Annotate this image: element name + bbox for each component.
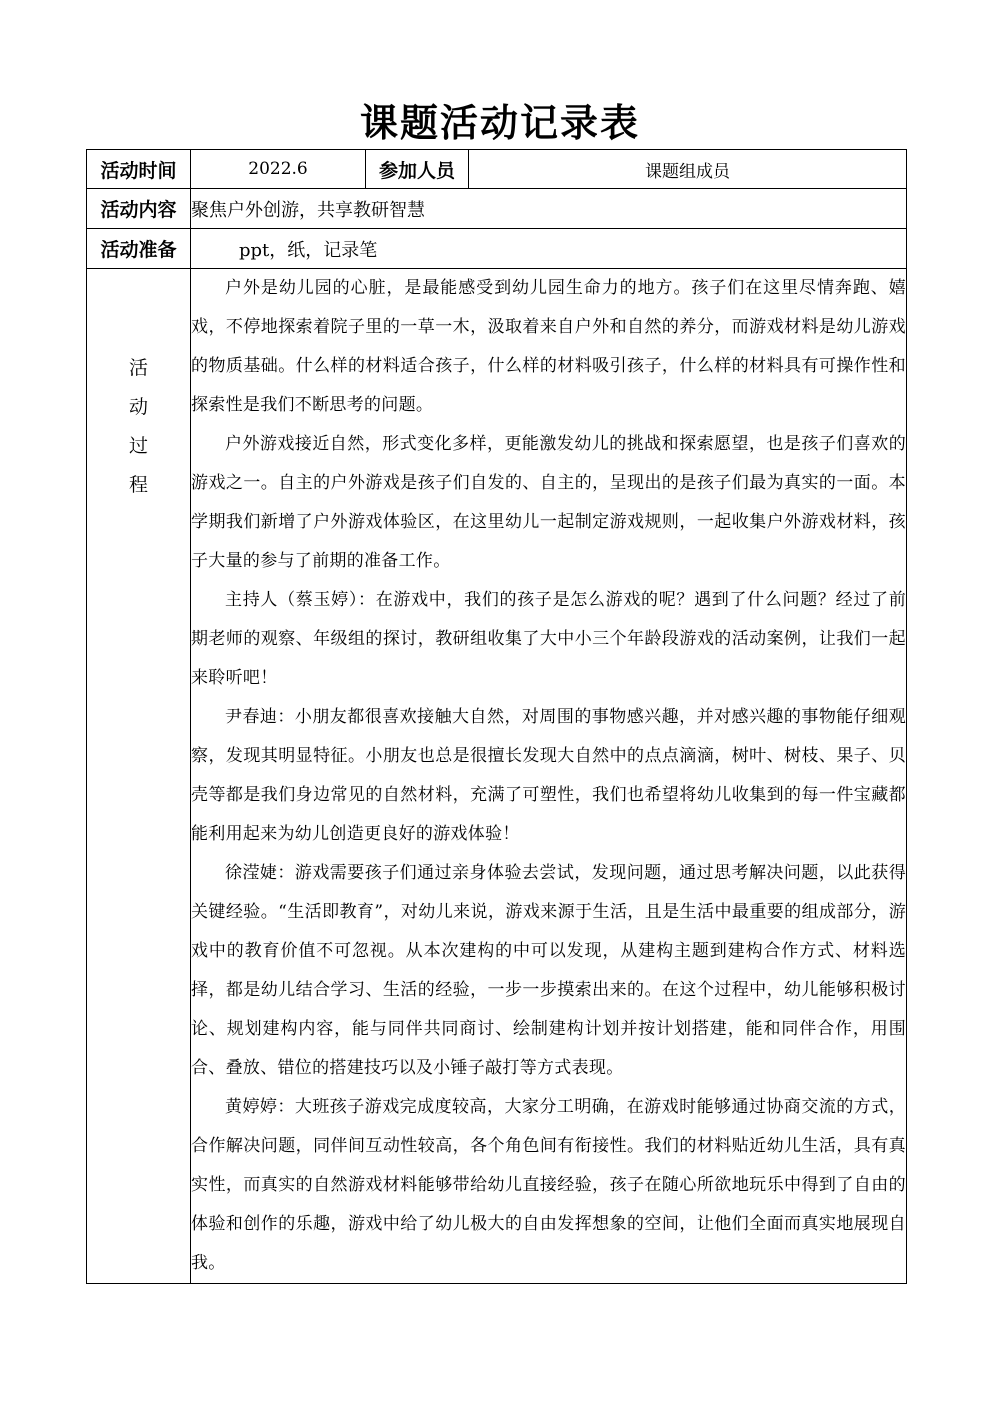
- paragraph: 徐滢婕：游戏需要孩子们通过亲身体验去尝试，发现问题，通过思考解决问题，以此获得关键经验。“生活即教育”，对幼儿来说，游戏来源于生活，且是生活中最重要的组成部分，游戏中的教育价值不可忽视。从本次建构的中可以发现，从建构主题到建构合作方式、材料选择，都是幼儿结合学习、生活的经验，一步一步摸索出来的。在这个过程中，幼儿能够积极讨论、规划建构内容，能与同伴共同商讨、绘制建构计划并按计划搭建，能和同伴合作，用围合、叠放、错位的搭建技巧以及小锤子敲打等方式表现。: [191, 863, 906, 1078]
- time-label: 活动时间: [87, 150, 191, 189]
- paragraph: 主持人（蔡玉婷）：在游戏中，我们的孩子是怎么游戏的呢？遇到了什么问题？经过了前期老师的观察、年级组的探讨，教研组收集了大中小三个年龄段游戏的活动案例，让我们一起来聆听吧！: [191, 590, 906, 688]
- participants-value: 课题组成员: [469, 150, 907, 189]
- prep-value: ppt，纸，记录笔: [191, 229, 907, 269]
- time-value: 2022.6: [191, 150, 366, 189]
- prep-row: [87, 229, 907, 269]
- time-row: [87, 150, 907, 189]
- process-label: [87, 269, 191, 1284]
- record-table: [86, 149, 907, 1284]
- paragraph: 户外游戏接近自然，形式变化多样，更能激发幼儿的挑战和探索愿望，也是孩子们喜欢的游戏之一。自主的户外游戏是孩子们自发的、自主的，呈现出的是孩子们最为真实的一面。本学期我们新增了户外游戏体验区，在这里幼儿一起制定游戏规则，一起收集户外游戏材料，孩子大量的参与了前期的准备工作。: [191, 434, 906, 571]
- paragraph: 黄婷婷：大班孩子游戏完成度较高，大家分工明确，在游戏时能够通过协商交流的方式，合作解决问题，同伴间互动性较高，各个角色间有衔接性。我们的材料贴近幼儿生活，具有真实性，而真实的自然游戏材料能够带给幼儿直接经验，孩子在随心所欲地玩乐中得到了自由的体验和创作的乐趣，游戏中给了幼儿极大的自由发挥想象的空间，让他们全面而真实地展现自我。: [191, 1097, 906, 1273]
- participants-label: 参加人员: [366, 150, 469, 189]
- process-label-char: 程: [128, 474, 148, 496]
- content-label: 活动内容: [87, 189, 191, 229]
- process-label-char: 活: [128, 357, 148, 379]
- paragraph: 户外是幼儿园的心脏，是最能感受到幼儿园生命力的地方。孩子们在这里尽情奔跑、嬉戏，不停地探索着院子里的一草一木，汲取着来自户外和自然的养分，而游戏材料是幼儿游戏的物质基础。什么样的材料适合孩子，什么样的材料吸引孩子，什么样的材料具有可操作性和探索性是我们不断思考的问题。: [191, 278, 906, 415]
- process-label-char: 过: [128, 435, 148, 457]
- page-title: 课题活动记录表: [359, 101, 640, 145]
- prep-label: 活动准备: [87, 229, 191, 269]
- content-row: [87, 189, 907, 229]
- paragraph: 尹春迪：小朋友都很喜欢接触大自然，对周围的事物感兴趣，并对感兴趣的事物能仔细观察，发现其明显特征。小朋友也总是很擅长发现大自然中的点点滴滴，树叶、树枝、果子、贝壳等都是我们身边常见的自然材料，充满了可塑性，我们也希望将幼儿收集到的每一件宝藏都能利用起来为幼儿创造更良好的游戏体验！: [191, 707, 906, 844]
- process-label-char: 动: [128, 396, 148, 418]
- process-body: [191, 269, 907, 1284]
- content-value: 聚焦户外创游，共享教研智慧: [191, 189, 907, 229]
- process-row: [87, 269, 907, 1284]
